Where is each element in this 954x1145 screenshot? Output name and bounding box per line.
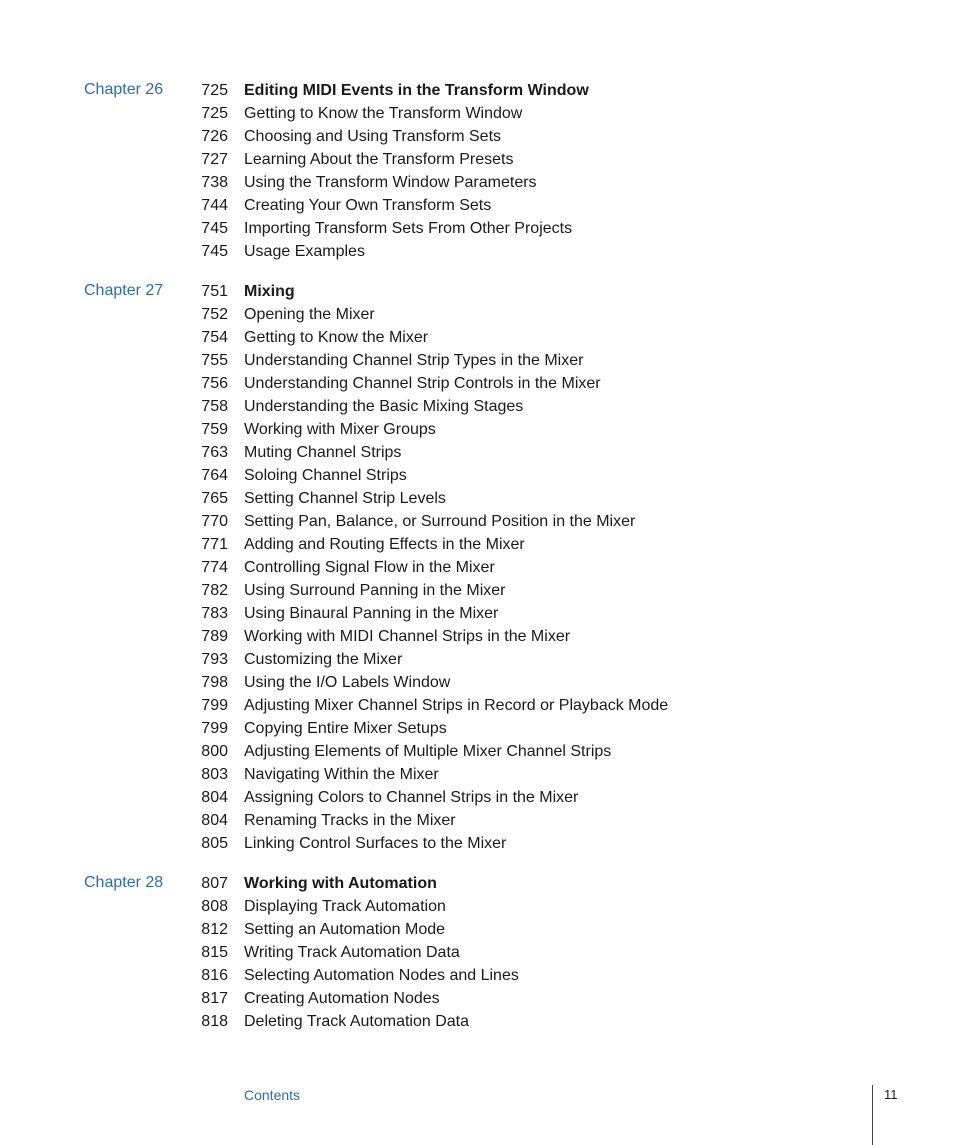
toc-entry-title: Creating Automation Nodes — [244, 990, 440, 1007]
toc-entry-title: Setting an Automation Mode — [244, 921, 446, 938]
chapter-heading-row[interactable] — [0, 282, 954, 305]
toc-entry-title: Selecting Automation Nodes and Lines — [244, 967, 519, 984]
toc-page-number: 774 — [201, 559, 228, 576]
toc-entry-title: Navigating Within the Mixer — [244, 766, 439, 783]
toc-entry[interactable] — [0, 650, 954, 673]
toc-page-number: 759 — [201, 421, 228, 438]
chapter-block — [0, 874, 954, 1035]
toc-entry-title: Setting Pan, Balance, or Surround Position in the Mixer — [244, 513, 636, 530]
toc-entry-title: Using the Transform Window Parameters — [244, 174, 537, 191]
toc-page-number: 799 — [201, 720, 228, 737]
footer-page-number: 11 — [884, 1087, 898, 1102]
toc-entry-title: Getting to Know the Mixer — [244, 329, 429, 346]
toc-entry[interactable] — [0, 374, 954, 397]
toc-entry-title: Using Surround Panning in the Mixer — [244, 582, 506, 599]
toc-entry[interactable] — [0, 742, 954, 765]
toc-entry-title: Using the I/O Labels Window — [244, 674, 451, 691]
toc-entry[interactable] — [0, 696, 954, 719]
toc-page-number: 799 — [201, 697, 228, 714]
toc-page-number: 789 — [201, 628, 228, 645]
toc-entry[interactable] — [0, 788, 954, 811]
toc-page-number: 738 — [201, 174, 228, 191]
toc-entry[interactable] — [0, 673, 954, 696]
chapter-label[interactable]: Chapter 26 — [84, 81, 164, 98]
toc-page-number: 725 — [201, 82, 228, 99]
toc-entry[interactable] — [0, 558, 954, 581]
toc-entry[interactable] — [0, 127, 954, 150]
toc-page-number: 805 — [201, 835, 228, 852]
toc-page-number: 812 — [201, 921, 228, 938]
toc-entry-title: Writing Track Automation Data — [244, 944, 460, 961]
toc-page-number: 818 — [201, 1013, 228, 1030]
toc-entry-title: Adjusting Elements of Multiple Mixer Channel Strips — [244, 743, 612, 760]
toc-entry-title: Linking Control Surfaces to the Mixer — [244, 835, 507, 852]
toc-entry[interactable] — [0, 466, 954, 489]
toc-entry[interactable] — [0, 242, 954, 265]
toc-entry-title: Working with MIDI Channel Strips in the Mixer — [244, 628, 571, 645]
toc-page-number: 756 — [201, 375, 228, 392]
toc-entry[interactable] — [0, 966, 954, 989]
toc-entry[interactable] — [0, 196, 954, 219]
chapter-heading-row[interactable] — [0, 874, 954, 897]
footer-section-label: Contents — [244, 1087, 301, 1103]
toc-entry[interactable] — [0, 328, 954, 351]
chapter-heading-row[interactable] — [0, 81, 954, 104]
toc-entry[interactable] — [0, 512, 954, 535]
toc-page-number: 763 — [201, 444, 228, 461]
toc-page-number: 798 — [201, 674, 228, 691]
toc-page-number: 782 — [201, 582, 228, 599]
toc-page-number: 755 — [201, 352, 228, 369]
chapter-title: Mixing — [244, 283, 295, 300]
toc-entry[interactable] — [0, 1012, 954, 1035]
toc-entry-title: Deleting Track Automation Data — [244, 1013, 470, 1030]
toc-entry-title: Opening the Mixer — [244, 306, 375, 323]
toc-entry-title: Usage Examples — [244, 243, 365, 260]
toc-entry-title: Understanding Channel Strip Types in the Mixer — [244, 352, 584, 369]
toc-page-number: 764 — [201, 467, 228, 484]
toc-page-number: 754 — [201, 329, 228, 346]
chapter-title: Working with Automation — [244, 875, 437, 892]
toc-page-number: 770 — [201, 513, 228, 530]
toc-page-number: 800 — [201, 743, 228, 760]
toc-entry-title: Displaying Track Automation — [244, 898, 446, 915]
toc-page-number: 745 — [201, 220, 228, 237]
toc-entry[interactable] — [0, 989, 954, 1012]
chapter-block — [0, 81, 954, 265]
toc-entry[interactable] — [0, 811, 954, 834]
toc-page-number: 803 — [201, 766, 228, 783]
toc-entry-title: Assigning Colors to Channel Strips in the Mixer — [244, 789, 579, 806]
toc-entry[interactable] — [0, 150, 954, 173]
toc-page-number: 793 — [201, 651, 228, 668]
toc-page-number: 745 — [201, 243, 228, 260]
toc-entry[interactable] — [0, 581, 954, 604]
chapter-block — [0, 282, 954, 857]
toc-page-number: 725 — [201, 105, 228, 122]
toc-entry[interactable] — [0, 305, 954, 328]
toc-page-number: 808 — [201, 898, 228, 915]
toc-entry-title: Using Binaural Panning in the Mixer — [244, 605, 499, 622]
toc-entry-title: Renaming Tracks in the Mixer — [244, 812, 456, 829]
toc-entry-title: Understanding Channel Strip Controls in the Mixer — [244, 375, 601, 392]
toc-entry-title: Copying Entire Mixer Setups — [244, 720, 447, 737]
toc-entry-title: Creating Your Own Transform Sets — [244, 197, 492, 214]
toc-entry[interactable] — [0, 943, 954, 966]
toc-page-number: 816 — [201, 967, 228, 984]
toc-entry[interactable] — [0, 627, 954, 650]
toc-entry[interactable] — [0, 604, 954, 627]
toc-page-number: 783 — [201, 605, 228, 622]
toc-entry-title: Working with Mixer Groups — [244, 421, 436, 438]
toc-page-number: 815 — [201, 944, 228, 961]
toc-entry-title: Learning About the Transform Presets — [244, 151, 514, 168]
chapter-label[interactable]: Chapter 27 — [84, 282, 164, 299]
toc-entry[interactable] — [0, 173, 954, 196]
toc-entry-title: Choosing and Using Transform Sets — [244, 128, 502, 145]
toc-entry[interactable] — [0, 420, 954, 443]
toc-entry[interactable] — [0, 897, 954, 920]
toc-entry-title: Setting Channel Strip Levels — [244, 490, 446, 507]
toc-page-number: 752 — [201, 306, 228, 323]
toc-entry-title: Understanding the Basic Mixing Stages — [244, 398, 524, 415]
toc-entry[interactable] — [0, 351, 954, 374]
toc-page-number: 751 — [201, 283, 228, 300]
toc-entry-title: Importing Transform Sets From Other Projects — [244, 220, 573, 237]
toc-entry[interactable] — [0, 535, 954, 558]
toc-entry[interactable] — [0, 397, 954, 420]
toc-entry[interactable] — [0, 765, 954, 788]
toc-entry[interactable] — [0, 489, 954, 512]
toc-page-number: 807 — [201, 875, 228, 892]
toc-page-number: 771 — [201, 536, 228, 553]
toc-entry-title: Adding and Routing Effects in the Mixer — [244, 536, 525, 553]
toc-page-number: 727 — [201, 151, 228, 168]
toc-entry-title: Muting Channel Strips — [244, 444, 402, 461]
toc-entry[interactable] — [0, 219, 954, 242]
toc-entry-title: Controlling Signal Flow in the Mixer — [244, 559, 495, 576]
toc-entry-title: Getting to Know the Transform Window — [244, 105, 523, 122]
toc-page-number: 744 — [201, 197, 228, 214]
toc-entry[interactable] — [0, 834, 954, 857]
footer-divider — [872, 1085, 873, 1145]
toc-page-number: 765 — [201, 490, 228, 507]
toc-page-number: 758 — [201, 398, 228, 415]
toc-entry-title: Customizing the Mixer — [244, 651, 403, 668]
toc-entry[interactable] — [0, 443, 954, 466]
toc-entry[interactable] — [0, 719, 954, 742]
toc-page-number: 804 — [201, 812, 228, 829]
chapter-label[interactable]: Chapter 28 — [84, 874, 164, 891]
toc-page-number: 804 — [201, 789, 228, 806]
toc-entry-title: Adjusting Mixer Channel Strips in Record or Playback Mode — [244, 697, 669, 714]
toc-page-number: 817 — [201, 990, 228, 1007]
toc-page-number: 726 — [201, 128, 228, 145]
toc-entry-title: Soloing Channel Strips — [244, 467, 407, 484]
toc-entry[interactable] — [0, 104, 954, 127]
chapter-title: Editing MIDI Events in the Transform Window — [244, 82, 589, 99]
toc-entry[interactable] — [0, 920, 954, 943]
